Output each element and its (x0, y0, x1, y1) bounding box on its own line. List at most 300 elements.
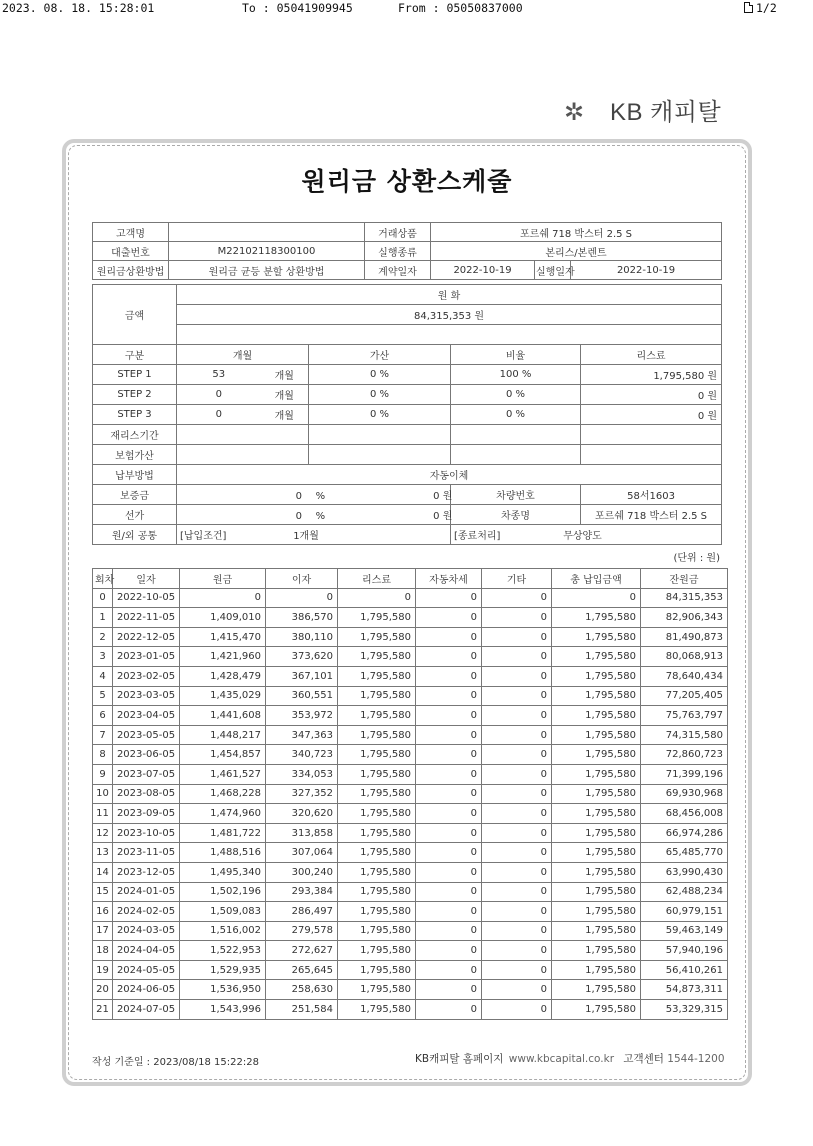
customer-label: 고객명 (93, 223, 169, 242)
pay-cond-cell (177, 525, 451, 545)
cell-principal: 1,448,217 (180, 725, 266, 745)
cell-remaining-principal: 59,463,149 (641, 921, 728, 941)
table-row (93, 1000, 728, 1020)
step-fee: 0 원 (581, 385, 722, 405)
table-row (93, 706, 728, 726)
deposit-amount: 0 원 (433, 491, 453, 502)
table-row (93, 862, 728, 882)
cell-car-tax: 0 (416, 823, 482, 843)
cell-date: 2023-09-05 (113, 804, 180, 824)
cell-interest: 386,570 (266, 608, 338, 628)
col-header-lease-fee: 리스료 (338, 569, 416, 589)
step-row (93, 405, 722, 425)
cell-other: 0 (482, 764, 552, 784)
cell-other: 0 (482, 686, 552, 706)
col-header-car-tax: 자동차세 (416, 569, 482, 589)
contract-date-value: 2022-10-19 (431, 261, 535, 280)
cell-other: 0 (482, 902, 552, 922)
cell-other: 0 (482, 862, 552, 882)
cell-other: 0 (482, 843, 552, 863)
table-row (93, 941, 728, 961)
insurance-label: 보험가산 (93, 445, 177, 465)
cell-round: 14 (93, 862, 113, 882)
cell-car-tax: 0 (416, 608, 482, 628)
cell-car-tax: 0 (416, 745, 482, 765)
cell-car-tax: 0 (416, 862, 482, 882)
amount-label-text: 금액 (124, 311, 145, 322)
cell-lease-fee: 1,795,580 (338, 1000, 416, 1020)
cell-round: 9 (93, 764, 113, 784)
addon-header: 가산 (309, 345, 451, 365)
cell-round: 13 (93, 843, 113, 863)
cell-date: 2023-05-05 (113, 725, 180, 745)
cell-date: 2024-01-05 (113, 882, 180, 902)
cell-lease-fee: 1,795,580 (338, 764, 416, 784)
homepage-link[interactable]: www.kbcapital.co.kr (508, 1053, 615, 1065)
cell-date: 2022-11-05 (113, 608, 180, 628)
relisting-label: 재리스기간 (93, 425, 177, 445)
fax-header (0, 0, 813, 18)
step-months: 0 (177, 385, 261, 405)
cell-total-payment: 1,795,580 (552, 666, 641, 686)
table-row (93, 666, 728, 686)
unit-note: (단위 : 원) (673, 553, 720, 564)
cell-date: 2022-12-05 (113, 627, 180, 647)
plate-label: 차량번호 (451, 485, 581, 505)
cell-other: 0 (482, 745, 552, 765)
step-label: STEP 3 (93, 405, 177, 425)
cell-round: 2 (93, 627, 113, 647)
cell-round: 4 (93, 666, 113, 686)
cell-lease-fee: 1,795,580 (338, 647, 416, 667)
cell-date: 2023-11-05 (113, 843, 180, 863)
cell-car-tax: 0 (416, 725, 482, 745)
payment-method-value: 자동이체 (177, 465, 722, 485)
created-at (92, 1053, 259, 1068)
col-header-remaining-principal: 잔원금 (641, 569, 728, 589)
deposit-label: 보증금 (93, 485, 177, 505)
cell-car-tax: 0 (416, 588, 482, 608)
center-phone: 1544-1200 (667, 1053, 725, 1065)
end-value: 무상양도 (563, 531, 602, 542)
cell-date: 2023-01-05 (113, 647, 180, 667)
col-header-round: 회차 (93, 569, 113, 589)
kb-capital-logo (560, 96, 730, 132)
cell-car-tax: 0 (416, 843, 482, 863)
cell-total-payment: 1,795,580 (552, 804, 641, 824)
cell-round: 11 (93, 804, 113, 824)
cell-round: 5 (93, 686, 113, 706)
cell-date: 2024-03-05 (113, 921, 180, 941)
step-row (93, 365, 722, 385)
cell-date: 2023-02-05 (113, 666, 180, 686)
cell-car-tax: 0 (416, 1000, 482, 1020)
col-header-other: 기타 (482, 569, 552, 589)
cell-remaining-principal: 71,399,196 (641, 764, 728, 784)
cell-principal: 1,495,340 (180, 862, 266, 882)
table-row (93, 960, 728, 980)
cell-date: 2024-04-05 (113, 941, 180, 961)
cell-principal: 1,441,608 (180, 706, 266, 726)
fax-page (744, 1, 777, 15)
amount-blank (177, 325, 722, 345)
cell-car-tax: 0 (416, 627, 482, 647)
cell-remaining-principal: 68,456,008 (641, 804, 728, 824)
car-name-value: 포르쉐 718 박스터 2.5 S (581, 505, 722, 525)
col-header-principal: 원금 (180, 569, 266, 589)
step-months: 53 (177, 365, 261, 385)
cell-other: 0 (482, 784, 552, 804)
cell-date: 2024-02-05 (113, 902, 180, 922)
cell-lease-fee: 1,795,580 (338, 804, 416, 824)
page-icon (744, 2, 753, 13)
center-label: 고객센터 (623, 1053, 664, 1065)
pay-cond-label: [납입조건] (180, 531, 227, 542)
deposit-pct: 0 (295, 491, 302, 502)
cell-interest: 373,620 (266, 647, 338, 667)
cell-car-tax: 0 (416, 804, 482, 824)
cell-remaining-principal: 54,873,311 (641, 980, 728, 1000)
advance-amount: 0 원 (433, 511, 453, 522)
cell-interest: 251,584 (266, 1000, 338, 1020)
cell-other: 0 (482, 627, 552, 647)
cell-lease-fee: 1,795,580 (338, 706, 416, 726)
cell-total-payment: 1,795,580 (552, 627, 641, 647)
table-row (93, 686, 728, 706)
cell-remaining-principal: 69,930,968 (641, 784, 728, 804)
cell-other: 0 (482, 725, 552, 745)
cell-remaining-principal: 77,205,405 (641, 686, 728, 706)
cell-remaining-principal: 80,068,913 (641, 647, 728, 667)
cell-car-tax: 0 (416, 960, 482, 980)
cell-principal: 1,529,935 (180, 960, 266, 980)
cell-interest: 353,972 (266, 706, 338, 726)
cell-interest: 279,578 (266, 921, 338, 941)
cell-other: 0 (482, 588, 552, 608)
cell-remaining-principal: 84,315,353 (641, 588, 728, 608)
table-row (93, 921, 728, 941)
cell-other: 0 (482, 804, 552, 824)
cell-interest: 367,101 (266, 666, 338, 686)
cell-interest: 334,053 (266, 764, 338, 784)
cell-lease-fee: 1,795,580 (338, 823, 416, 843)
exec-type-value: 본리스/본렌트 (431, 242, 722, 261)
exec-date-label: 실행일자 (535, 261, 571, 280)
cell-interest: 286,497 (266, 902, 338, 922)
cell-lease-fee: 1,795,580 (338, 608, 416, 628)
cell-round: 21 (93, 1000, 113, 1020)
cell-lease-fee: 1,795,580 (338, 921, 416, 941)
cell-round: 8 (93, 745, 113, 765)
cell-interest: 293,384 (266, 882, 338, 902)
car-name-label: 차종명 (451, 505, 581, 525)
common-label: 원/외 공통 (93, 525, 177, 545)
cell-lease-fee: 1,795,580 (338, 666, 416, 686)
cell-principal: 1,474,960 (180, 804, 266, 824)
cell-total-payment: 1,795,580 (552, 725, 641, 745)
cell-date: 2023-10-05 (113, 823, 180, 843)
cell-round: 17 (93, 921, 113, 941)
cell-total-payment: 1,795,580 (552, 960, 641, 980)
cell-total-payment: 1,795,580 (552, 608, 641, 628)
col-header-date: 일자 (113, 569, 180, 589)
step-ratio: 100 % (451, 365, 581, 385)
deposit-cell (177, 485, 451, 505)
customer-value (169, 223, 365, 242)
cell-total-payment: 1,795,580 (552, 745, 641, 765)
fax-datetime: 2023. 08. 18. 15:28:01 (2, 1, 155, 15)
cell-round: 16 (93, 902, 113, 922)
plate-value: 58서1603 (581, 485, 722, 505)
amount-value: 84,315,353 원 (177, 305, 722, 325)
cell-principal: 1,522,953 (180, 941, 266, 961)
repayment-schedule-table (92, 568, 728, 1020)
cell-date: 2024-06-05 (113, 980, 180, 1000)
cell-total-payment: 1,795,580 (552, 686, 641, 706)
product-value: 포르쉐 718 박스터 2.5 S (431, 223, 722, 242)
table-row (93, 823, 728, 843)
step-label: STEP 2 (93, 385, 177, 405)
cell-date: 2024-05-05 (113, 960, 180, 980)
col-header-total-payment: 총 납입금액 (552, 569, 641, 589)
end-label: [종료처리] (454, 531, 501, 542)
cell-round: 12 (93, 823, 113, 843)
cell-principal: 1,481,722 (180, 823, 266, 843)
cell-total-payment: 1,795,580 (552, 843, 641, 863)
cell-round: 7 (93, 725, 113, 745)
cell-car-tax: 0 (416, 980, 482, 1000)
cell-other: 0 (482, 608, 552, 628)
cell-total-payment: 1,795,580 (552, 921, 641, 941)
months-header: 개월 (177, 345, 309, 365)
cell-remaining-principal: 72,860,723 (641, 745, 728, 765)
cell-interest: 258,630 (266, 980, 338, 1000)
cell-principal: 1,509,083 (180, 902, 266, 922)
cell-other: 0 (482, 823, 552, 843)
cell-interest: 313,858 (266, 823, 338, 843)
cell-total-payment: 1,795,580 (552, 784, 641, 804)
cell-principal: 0 (180, 588, 266, 608)
step-addon: 0 % (309, 385, 451, 405)
step-months: 0 (177, 405, 261, 425)
step-fee: 1,795,580 원 (581, 365, 722, 385)
cell-car-tax: 0 (416, 941, 482, 961)
advance-cell (177, 505, 451, 525)
cell-interest: 265,645 (266, 960, 338, 980)
cell-other: 0 (482, 882, 552, 902)
cell-total-payment: 1,795,580 (552, 882, 641, 902)
created-value: 2023/08/18 15:22:28 (153, 1057, 259, 1068)
schedule-header-row (93, 569, 728, 589)
cell-remaining-principal: 57,940,196 (641, 941, 728, 961)
deposit-pct-unit: % (315, 491, 326, 502)
cell-other: 0 (482, 706, 552, 726)
cell-principal: 1,461,527 (180, 764, 266, 784)
step-addon: 0 % (309, 405, 451, 425)
step-label: STEP 1 (93, 365, 177, 385)
cell-car-tax: 0 (416, 764, 482, 784)
table-row (93, 725, 728, 745)
amount-label (93, 285, 177, 345)
cell-other: 0 (482, 980, 552, 1000)
cell-date: 2023-08-05 (113, 784, 180, 804)
pay-cond-value: 1개월 (293, 531, 319, 542)
col-header-interest: 이자 (266, 569, 338, 589)
cell-lease-fee: 1,795,580 (338, 980, 416, 1000)
cell-remaining-principal: 62,488,234 (641, 882, 728, 902)
cell-round: 0 (93, 588, 113, 608)
cell-lease-fee: 1,795,580 (338, 627, 416, 647)
cell-car-tax: 0 (416, 882, 482, 902)
step-row (93, 385, 722, 405)
table-row (93, 764, 728, 784)
cell-interest: 347,363 (266, 725, 338, 745)
cell-date: 2022-10-05 (113, 588, 180, 608)
cell-total-payment: 1,795,580 (552, 941, 641, 961)
table-row (93, 647, 728, 667)
cell-date: 2024-07-05 (113, 1000, 180, 1020)
cell-other: 0 (482, 921, 552, 941)
cell-total-payment: 1,795,580 (552, 862, 641, 882)
advance-pct: 0 (295, 511, 302, 522)
cell-lease-fee: 1,795,580 (338, 902, 416, 922)
currency-header: 원 화 (177, 285, 722, 305)
cell-lease-fee: 0 (338, 588, 416, 608)
document-title: 원리금 상환스케줄 (301, 167, 513, 196)
table-row (93, 627, 728, 647)
cell-round: 19 (93, 960, 113, 980)
end-cell (451, 525, 722, 545)
cell-principal: 1,435,029 (180, 686, 266, 706)
cell-interest: 0 (266, 588, 338, 608)
ratio-header: 비율 (451, 345, 581, 365)
cell-car-tax: 0 (416, 921, 482, 941)
cell-lease-fee: 1,795,580 (338, 725, 416, 745)
cell-other: 0 (482, 960, 552, 980)
cell-lease-fee: 1,795,580 (338, 686, 416, 706)
cell-round: 6 (93, 706, 113, 726)
cell-remaining-principal: 56,410,261 (641, 960, 728, 980)
table-row (93, 843, 728, 863)
type-header: 구분 (93, 345, 177, 365)
cell-date: 2023-04-05 (113, 706, 180, 726)
cell-remaining-principal: 78,640,434 (641, 666, 728, 686)
table-row (93, 588, 728, 608)
cell-lease-fee: 1,795,580 (338, 941, 416, 961)
cell-car-tax: 0 (416, 647, 482, 667)
cell-date: 2023-03-05 (113, 686, 180, 706)
fax-to: To : 05041909945 (242, 1, 353, 15)
table-row (93, 608, 728, 628)
cell-lease-fee: 1,795,580 (338, 843, 416, 863)
cell-principal: 1,428,479 (180, 666, 266, 686)
step-months-unit: 개월 (261, 385, 309, 405)
cell-car-tax: 0 (416, 666, 482, 686)
advance-label: 선가 (93, 505, 177, 525)
loan-no-label: 대출번호 (93, 242, 169, 261)
exec-date-value: 2022-10-19 (571, 261, 722, 280)
cell-interest: 327,352 (266, 784, 338, 804)
contract-info-table (92, 222, 722, 280)
cell-principal: 1,454,857 (180, 745, 266, 765)
created-label: 작성 기준일 : (92, 1057, 151, 1068)
cell-principal: 1,516,002 (180, 921, 266, 941)
cell-principal: 1,543,996 (180, 1000, 266, 1020)
step-ratio: 0 % (451, 385, 581, 405)
cell-round: 20 (93, 980, 113, 1000)
step-addon: 0 % (309, 365, 451, 385)
cell-remaining-principal: 63,990,430 (641, 862, 728, 882)
cell-total-payment: 1,795,580 (552, 647, 641, 667)
cell-interest: 300,240 (266, 862, 338, 882)
cell-date: 2023-12-05 (113, 862, 180, 882)
cell-car-tax: 0 (416, 706, 482, 726)
cell-interest: 380,110 (266, 627, 338, 647)
cell-other: 0 (482, 1000, 552, 1020)
cell-principal: 1,468,228 (180, 784, 266, 804)
cell-interest: 272,627 (266, 941, 338, 961)
payment-method-label: 납부방법 (93, 465, 177, 485)
fax-page-number: 1/2 (756, 1, 777, 15)
cell-interest: 340,723 (266, 745, 338, 765)
cell-total-payment: 1,795,580 (552, 706, 641, 726)
table-row (93, 902, 728, 922)
cell-remaining-principal: 65,485,770 (641, 843, 728, 863)
homepage-label: KB캐피탈 홈페이지 (415, 1053, 504, 1065)
cell-total-payment: 1,795,580 (552, 980, 641, 1000)
cell-round: 1 (93, 608, 113, 628)
cell-remaining-principal: 60,979,151 (641, 902, 728, 922)
advance-pct-unit: % (315, 511, 326, 522)
cell-remaining-principal: 66,974,286 (641, 823, 728, 843)
table-row (93, 784, 728, 804)
cell-lease-fee: 1,795,580 (338, 745, 416, 765)
step-fee: 0 원 (581, 405, 722, 425)
fax-from: From : 05050837000 (398, 1, 523, 15)
cell-lease-fee: 1,795,580 (338, 882, 416, 902)
fee-header: 리스료 (581, 345, 722, 365)
cell-lease-fee: 1,795,580 (338, 784, 416, 804)
cell-principal: 1,488,516 (180, 843, 266, 863)
lease-terms-table (92, 284, 722, 545)
cell-remaining-principal: 75,763,797 (641, 706, 728, 726)
cell-principal: 1,421,960 (180, 647, 266, 667)
kb-star-icon: ✲ (564, 98, 585, 126)
contract-date-label: 계약일자 (365, 261, 431, 280)
step-months-unit: 개월 (261, 365, 309, 385)
step-months-unit: 개월 (261, 405, 309, 425)
cell-date: 2023-07-05 (113, 764, 180, 784)
cell-remaining-principal: 74,315,580 (641, 725, 728, 745)
table-row (93, 745, 728, 765)
exec-type-label: 실행종류 (365, 242, 431, 261)
method-label: 원리금상환방법 (93, 261, 169, 280)
cell-total-payment: 1,795,580 (552, 764, 641, 784)
cell-total-payment: 1,795,580 (552, 1000, 641, 1020)
cell-car-tax: 0 (416, 686, 482, 706)
cell-remaining-principal: 81,490,873 (641, 627, 728, 647)
cell-total-payment: 1,795,580 (552, 902, 641, 922)
cell-total-payment: 1,795,580 (552, 823, 641, 843)
table-row (93, 980, 728, 1000)
cell-round: 10 (93, 784, 113, 804)
method-value: 원리금 균등 분할 상환방법 (169, 261, 365, 280)
cell-round: 3 (93, 647, 113, 667)
company-contact (415, 1051, 725, 1066)
cell-round: 15 (93, 882, 113, 902)
cell-car-tax: 0 (416, 784, 482, 804)
cell-other: 0 (482, 647, 552, 667)
